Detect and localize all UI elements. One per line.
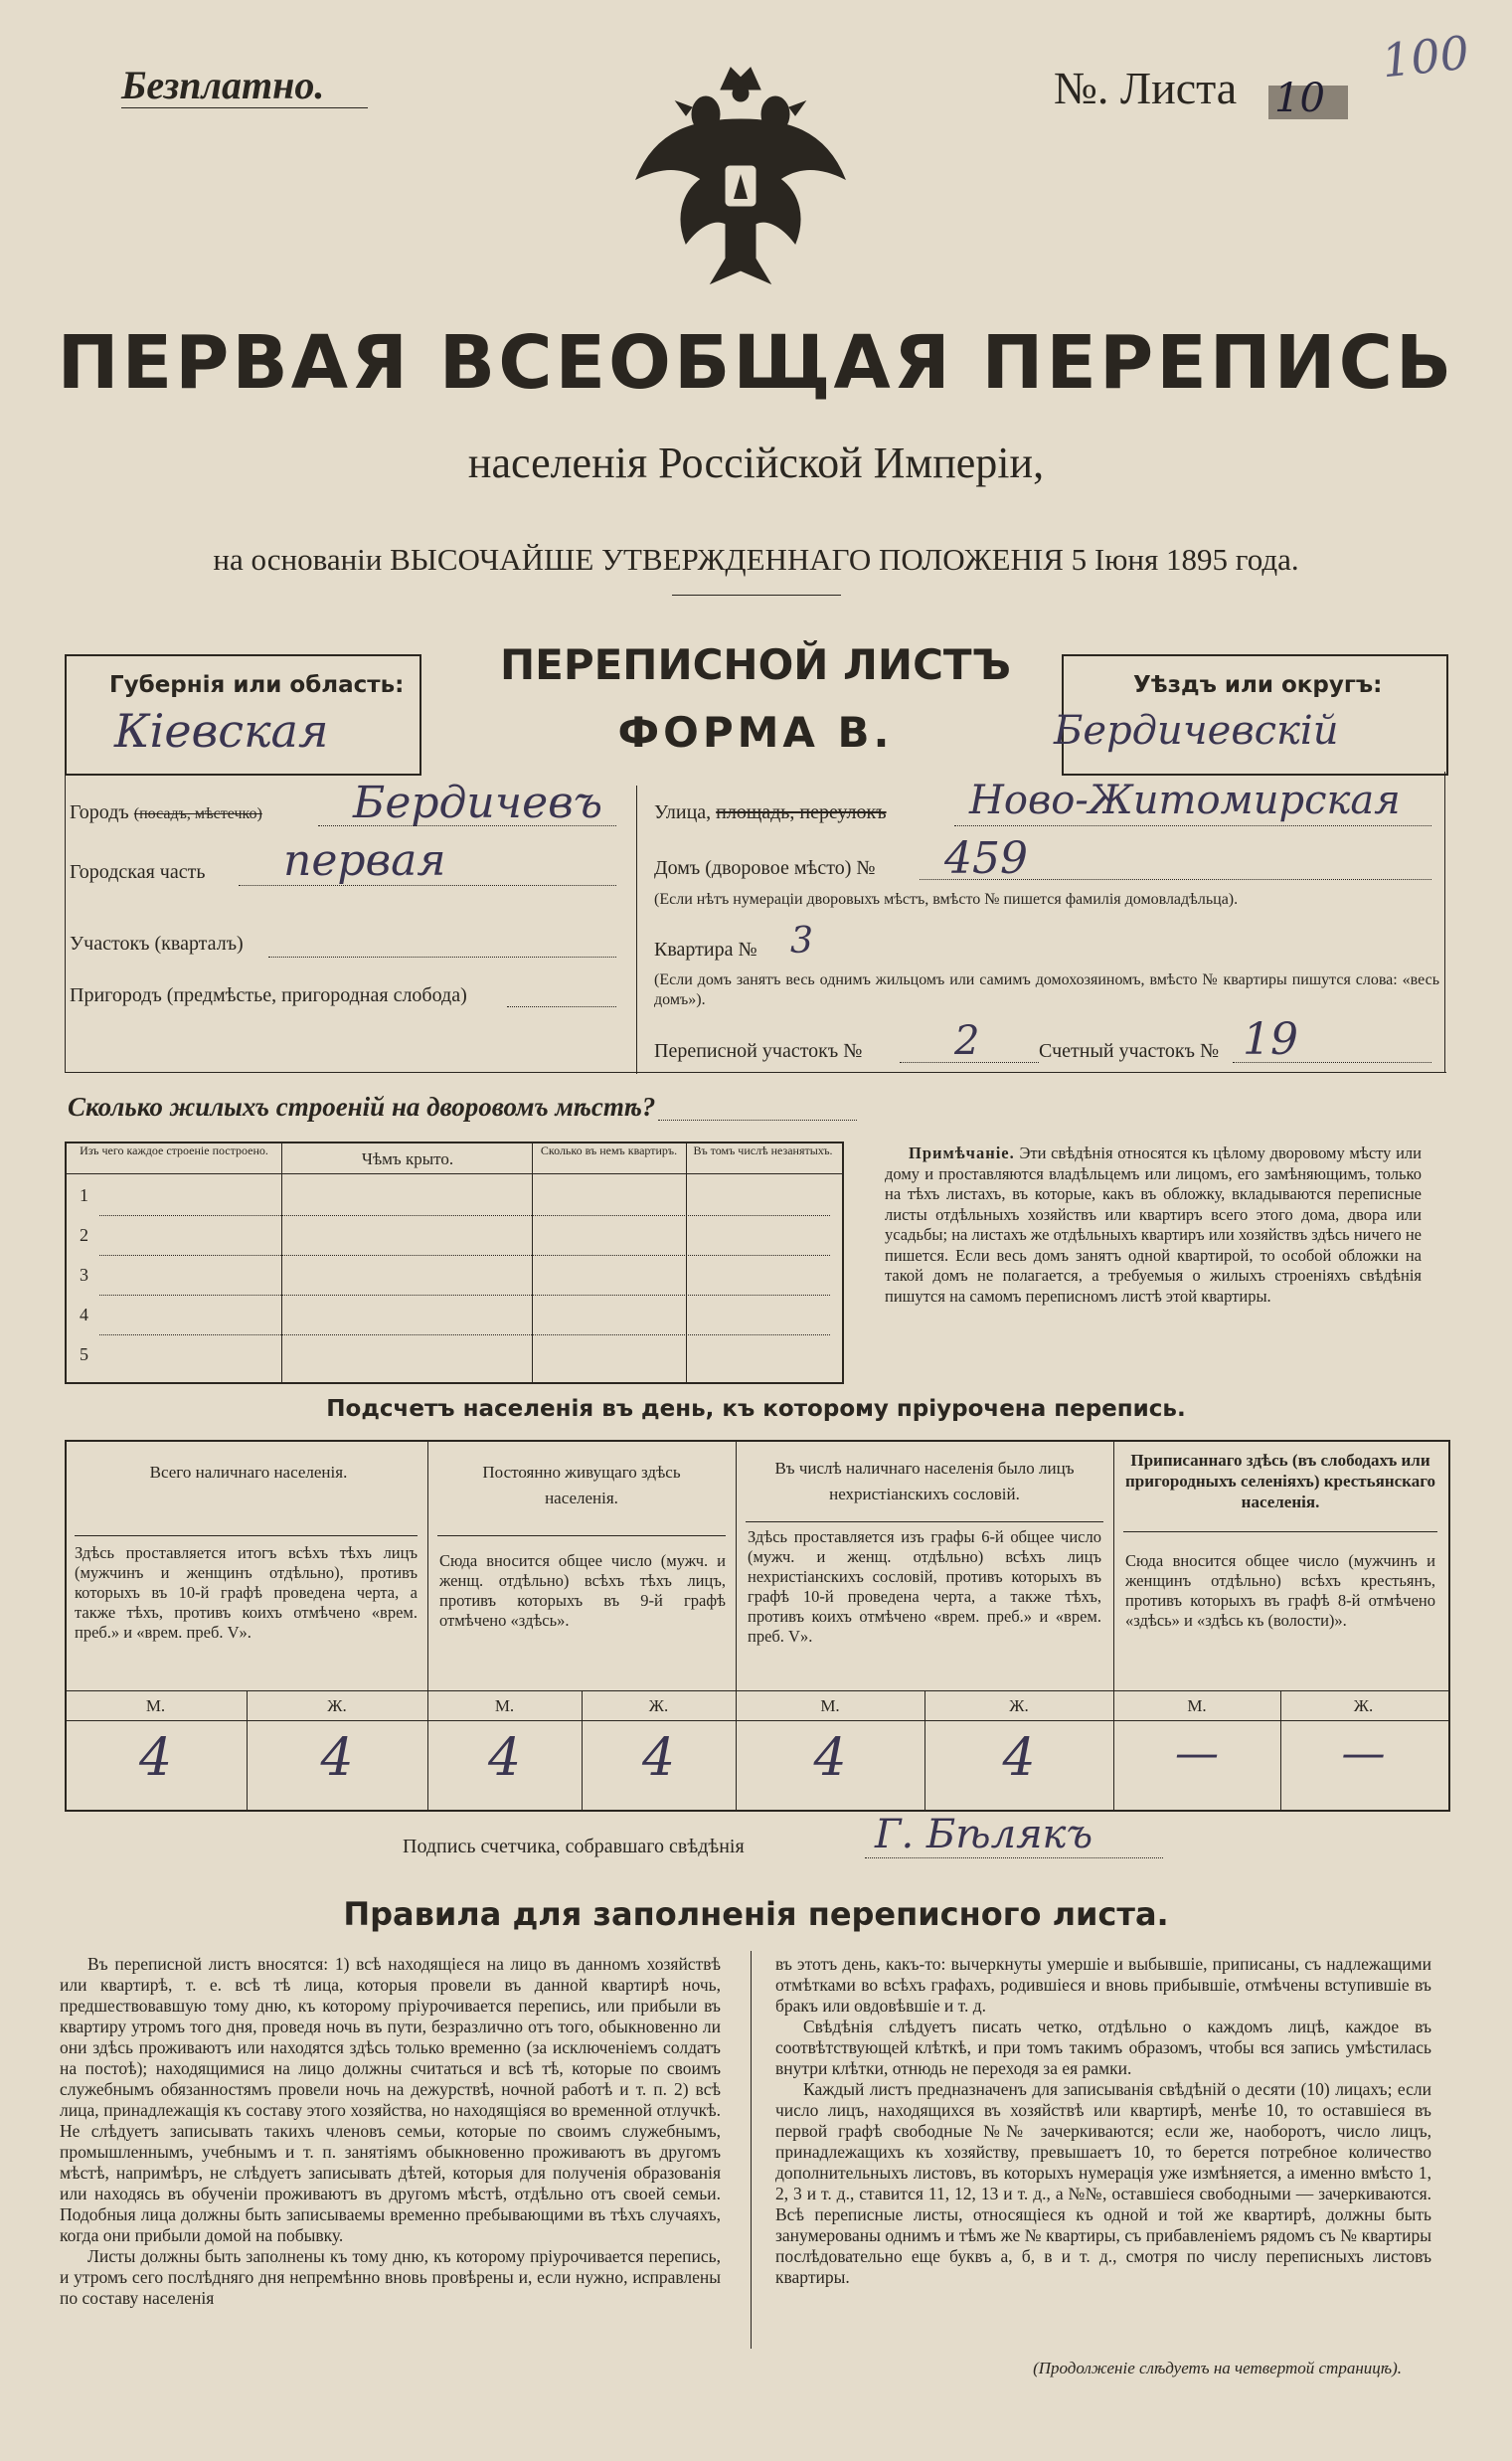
sheet-number-label: №. Листа — [1054, 63, 1238, 113]
part-value[interactable]: первая — [283, 835, 446, 886]
pop-col4-f-value[interactable]: — — [1341, 1728, 1386, 1779]
buildings-row-4: 4 — [80, 1305, 88, 1324]
street-line — [954, 825, 1431, 826]
district-label: Участокъ (кварталъ) — [70, 933, 244, 955]
pop-col4-head-line — [1123, 1531, 1437, 1532]
pop-col4-f-label: Ж. — [1353, 1696, 1374, 1715]
pop-col1-f-label: Ж. — [327, 1696, 347, 1715]
pop-col1-m-value[interactable]: 4 — [138, 1728, 173, 1788]
address-right-edge — [1444, 772, 1445, 1072]
census-district-line — [900, 1062, 1039, 1063]
address-bottom-line — [65, 1072, 1446, 1073]
count-district-label: Счетный участокъ № — [1039, 1040, 1220, 1062]
city-label-text: Городъ — [70, 801, 129, 823]
house-note: (Если нѣтъ нумераціи дворовыхъ мѣстъ, вмѣсто № пишется фамилія домовладѣльца). — [654, 891, 1239, 908]
buildings-note-title: Примѣчаніе. — [909, 1143, 1015, 1162]
pop-col2-head: Постоянно живущаго здѣсь населенія. — [482, 1463, 681, 1507]
sheet-number-value: 10 — [1274, 76, 1325, 121]
rules-left-paragraph-2: Листы должны быть заполнены къ тому дню, къ которому пріурочивается перепись, и утромъ сего послѣдняго дня непремѣнно вновь провѣрены и, если нужно, исправлены по составу населенія — [60, 2246, 721, 2308]
pop-col4-m-label: М. — [1187, 1696, 1207, 1715]
pop-col3-head-line — [746, 1521, 1103, 1522]
buildings-header-material: Изъ чего каждое строеніе построено. — [80, 1143, 268, 1157]
buildings-col-sep-3 — [686, 1142, 687, 1382]
form-type: ФОРМА В. — [617, 708, 894, 757]
uezd-value[interactable]: Бердичевскій — [1054, 708, 1339, 754]
buildings-row-2: 2 — [80, 1225, 88, 1245]
apartment-value[interactable]: 3 — [790, 921, 813, 962]
street-label — [654, 801, 887, 824]
census-title: ПЕРВАЯ ВСЕОБЩАЯ ПЕРЕПИСЬ — [57, 320, 1455, 406]
census-basis: на основаніи ВЫСОЧАЙШЕ УТВЕРЖДЕННАГО ПОЛОЖЕНІЯ 5 Іюня 1895 года. — [213, 542, 1299, 577]
rules-left-paragraph-1: Въ переписной листъ вносятся: 1) всѣ находящіеся на лицо въ данномъ хозяйствѣ или квартирѣ, т. е. всѣ тѣ лица, которыя провели въ данной квартирѣ ночь, предшествовавшую тому дню, къ которому пріурочивается перепись, или прибыли въ квартиру утромъ того дня, проведя ночь въ пути, безразлично отъ того, обыкновенно ли они здѣсь проживаютъ или находятся здѣсь только временно (за исключеніемъ солдатъ на постоѣ); находящимися на лицо должны считаться и всѣ тѣ, которые по своимъ служебнымъ обязанностямъ провели ночь на дежурствѣ, ночной работѣ и т. п. 2) всѣ лица, принадлежащія къ составу этого хозяйства, но находящіяся во временной отлучкѣ. Не слѣдуетъ записывать такихъ членовъ семьи, которые по своимъ служебнымъ, промышленнымъ, учебнымъ и т. п. занятіямъ обыкновенно проживаютъ въ другомъ мѣстѣ, напримѣръ, не слѣдуетъ записывать дѣтей, которыя для полученія образованія или находясь въ обученіи проживаютъ въ другомъ мѣстѣ, отдѣльно отъ своей семьи. Подобныя лица должны быть записываемы временно пребывающими въ тѣхъ случаяхъ, когда они прибыли домой на побывку. — [60, 1954, 721, 2245]
suburb-line — [507, 1006, 616, 1007]
pop-col1-head-line — [75, 1535, 418, 1536]
buildings-row-line-3 — [99, 1295, 830, 1296]
district-line — [268, 957, 616, 958]
free-label-underline — [121, 107, 368, 108]
pop-col3-m-label: М. — [820, 1696, 840, 1715]
free-label: Безплатно. — [121, 63, 325, 107]
census-district-label: Переписной участокъ № — [654, 1040, 863, 1062]
buildings-row-5: 5 — [80, 1344, 88, 1364]
pop-col2-m-value[interactable]: 4 — [487, 1728, 522, 1788]
buildings-note-text: Эти свѣдѣнія относятся къ цѣлому дворовому мѣсту или дому и проставляются владѣльцемъ или лицомъ, его замѣняющимъ, только на тѣхъ листахъ, въ которые, какъ въ обложку, вкладываются переписные листы отдѣльныхъ хозяйствъ или квартиръ всего этого дома, двора или усадьбы; на листахъ же отдѣльныхъ квартиръ или хозяйствъ здѣсь ничего не пишется. Если весь домъ занятъ одной квартирой, то особой обложки на такой домъ не полагается, а требуемыя о жилыхъ строеніяхъ свѣдѣнія пишутся на самомъ переписномъ листѣ этой квартиры. — [885, 1143, 1422, 1306]
buildings-header-apartments: Сколько въ немъ квартиръ. — [540, 1143, 678, 1157]
buildings-col-sep-2 — [532, 1142, 533, 1382]
signature-label: Подпись счетчика, собравшаго свѣдѣнія — [403, 1836, 745, 1857]
rules-right-paragraph-3: Каждый листъ предназначенъ для записыванія свѣдѣній о десяти (10) лицахъ; если число лицъ, находящихся въ хозяйствѣ или квартирѣ, менѣе 10, то оставшіеся въ первой графѣ свободные №№ зачеркиваются; если же, наоборотъ, число лицъ, принадлежащихъ къ хозяйству, превышаетъ 10, то берется потребное количество дополнительныхъ листовъ, въ которыхъ нумерація уже измѣняется, а именно вмѣсто 1, 2, 3 и т. д., ставится 11, 12, 13 и т. д., а №№, оставшіеся свободными — зачеркиваются. Всѣ переписные листы, относящіеся къ одной и той же квартирѣ, должны быть занумерованы однимъ и тѣмъ же № квартиры, съ прибавленіемъ рядомъ съ № квартиры послѣдовательно еще буквъ а, б, в и т. д., смотря по числу переписныхъ листовъ квартиры. — [775, 2079, 1431, 2287]
pop-col1-m-label: М. — [145, 1696, 166, 1715]
signature-value[interactable]: Г. Бѣлякъ — [875, 1812, 1093, 1857]
pop-col4-head: Приписаннаго здѣсь (въ слободахъ или пригородныхъ селеніяхъ) крестьянскаго населенія. — [1124, 1451, 1436, 1511]
house-value[interactable]: 459 — [944, 833, 1028, 884]
street-value[interactable]: Ново-Житомирская — [969, 778, 1401, 823]
rules-left-column — [60, 1954, 721, 2309]
buildings-header-vacant: Въ томъ числѣ незанятыхъ. — [693, 1143, 833, 1157]
buildings-row-3: 3 — [80, 1265, 88, 1285]
rules-right-paragraph-1: въ этотъ день, какъ-то: вычеркнуты умершіе и выбывшіе, приписаны, съ надлежащими отмѣтками во всѣхъ графахъ, родившіеся и вновь прибывшіе, отмѣчены вступившіе въ бракъ или овдовѣвшіе и т. д. — [775, 1954, 1431, 2016]
pop-col4-desc: Сюда вносится общее число (мужчинъ и женщинъ отдѣльно) всѣхъ крестьянъ, противъ которыхъ въ графѣ 8-й отмѣчено «здѣсь» и «здѣсь къ (волости)». — [1125, 1551, 1435, 1630]
pop-col3-m-value[interactable]: 4 — [813, 1728, 847, 1788]
form-name: ПЕРЕПИСНОЙ ЛИСТЪ — [499, 640, 1012, 689]
house-label: Домъ (дворовое мѣсто) № — [654, 857, 876, 879]
count-district-value[interactable]: 19 — [1243, 1014, 1298, 1065]
pop-col2-head-line — [437, 1535, 726, 1536]
address-divider — [636, 786, 637, 1074]
buildings-question: Сколько жилыхъ строеній на дворовомъ мѣстѣ? — [68, 1092, 656, 1122]
pop-col2-f-value[interactable]: 4 — [641, 1728, 676, 1788]
pop-col3-desc: Здѣсь проставляется изъ графы 6-й общее число (мужч. и женщ. отдѣльно) всѣхъ лицъ нехристіанскихъ сословій, противъ которыхъ въ графѣ 10-й проведена черта, а также тѣхъ, противъ коихъ отмѣчено «врем. преб.» и «врем. преб. V». — [748, 1527, 1101, 1646]
rules-right-column — [775, 1954, 1431, 2288]
pop-col1-desc: Здѣсь проставляется итогъ всѣхъ тѣхъ лицъ (мужчинъ и женщинъ отдѣльно), противъ которыхъ въ 10-й графѣ проведена черта, а также тѣхъ, противъ коихъ отмѣчено «врем. преб.» и «врем. преб. V». — [75, 1543, 418, 1642]
count-district-line — [1233, 1062, 1431, 1063]
uezd-label: Уѣздъ или округъ: — [1133, 672, 1383, 698]
census-subtitle: населенія Россійской Имперіи, — [467, 439, 1045, 487]
street-label-struck: площадь, переулокъ — [716, 801, 887, 823]
pop-col2-m-label: М. — [494, 1696, 515, 1715]
rules-title: Правила для заполненія переписного листа. — [343, 1895, 1169, 1933]
buildings-row-line-2 — [99, 1255, 830, 1256]
address-left-edge — [65, 772, 66, 1072]
buildings-row-line-4 — [99, 1334, 830, 1335]
buildings-answer-line — [658, 1120, 857, 1121]
pop-col2-desc: Сюда вносится общее число (мужч. и женщ. отдѣльно) всѣхъ тѣхъ лицъ, противъ которыхъ въ 9-й графѣ отмѣчено «здѣсь». — [439, 1551, 726, 1630]
street-label-text: Улица, — [654, 801, 712, 823]
pop-col2-f-label: Ж. — [648, 1696, 669, 1715]
city-label — [70, 801, 262, 824]
pop-col1-f-value[interactable]: 4 — [320, 1728, 354, 1788]
part-line — [239, 885, 616, 886]
title-divider — [672, 595, 841, 596]
gubernia-value[interactable]: Кіевская — [114, 704, 329, 758]
pop-col1-head: Всего наличнаго населенія. — [149, 1463, 348, 1482]
archive-number: 100 — [1379, 25, 1472, 88]
population-title: Подсчетъ населенія въ день, къ которому пріурочена перепись. — [326, 1396, 1186, 1422]
buildings-note — [885, 1143, 1422, 1307]
signature-line — [865, 1857, 1163, 1858]
pop-col3-f-value[interactable]: 4 — [1002, 1728, 1036, 1788]
city-value[interactable]: Бердичевъ — [353, 778, 603, 828]
apartment-label: Квартира № — [654, 939, 757, 961]
gubernia-label: Губернія или область: — [109, 672, 405, 698]
buildings-header-line — [65, 1173, 842, 1174]
pop-mf-line — [65, 1690, 1448, 1691]
part-label: Городская часть — [70, 861, 206, 883]
pop-col3-head: Въ числѣ наличнаго населенія было лицъ нехристіанскихъ сословій. — [774, 1459, 1075, 1503]
house-line — [920, 879, 1431, 880]
buildings-table — [65, 1142, 844, 1384]
buildings-col-sep-1 — [281, 1142, 282, 1382]
pop-col3-f-label: Ж. — [1009, 1696, 1029, 1715]
pop-values-line — [65, 1720, 1448, 1721]
rules-continued: (Продолженіе слѣдуетъ на четвертой страницѣ). — [1033, 2359, 1402, 2377]
suburb-label: Пригородъ (предмѣстье, пригородная слобода) — [70, 984, 467, 1006]
imperial-eagle-emblem — [626, 60, 855, 298]
buildings-header-roof: Чѣмъ крыто. — [361, 1149, 454, 1168]
rules-right-paragraph-2: Свѣдѣнія слѣдуетъ писать четко, отдѣльно о каждомъ лицѣ, каждое въ соотвѣтствующей клѣткѣ, и при томъ такимъ образомъ, чтобы вся запись умѣстилась внутри клѣтки, отнюдь не переходя за ея рамки. — [775, 2017, 1431, 2078]
buildings-row-line-1 — [99, 1215, 830, 1216]
city-line — [318, 825, 616, 826]
rules-column-divider — [751, 1951, 752, 2349]
apartment-note: (Если домъ занятъ весь однимъ жильцомъ или самимъ домохозяиномъ, вмѣсто № квартиры пишутся слова: «весь домъ»). — [654, 971, 1439, 1008]
pop-col4-m-value[interactable]: — — [1175, 1728, 1219, 1779]
census-district-value[interactable]: 2 — [954, 1018, 980, 1064]
buildings-row-1: 1 — [80, 1185, 88, 1205]
city-label-struck: (посадъ, мѣстечко) — [133, 805, 262, 822]
